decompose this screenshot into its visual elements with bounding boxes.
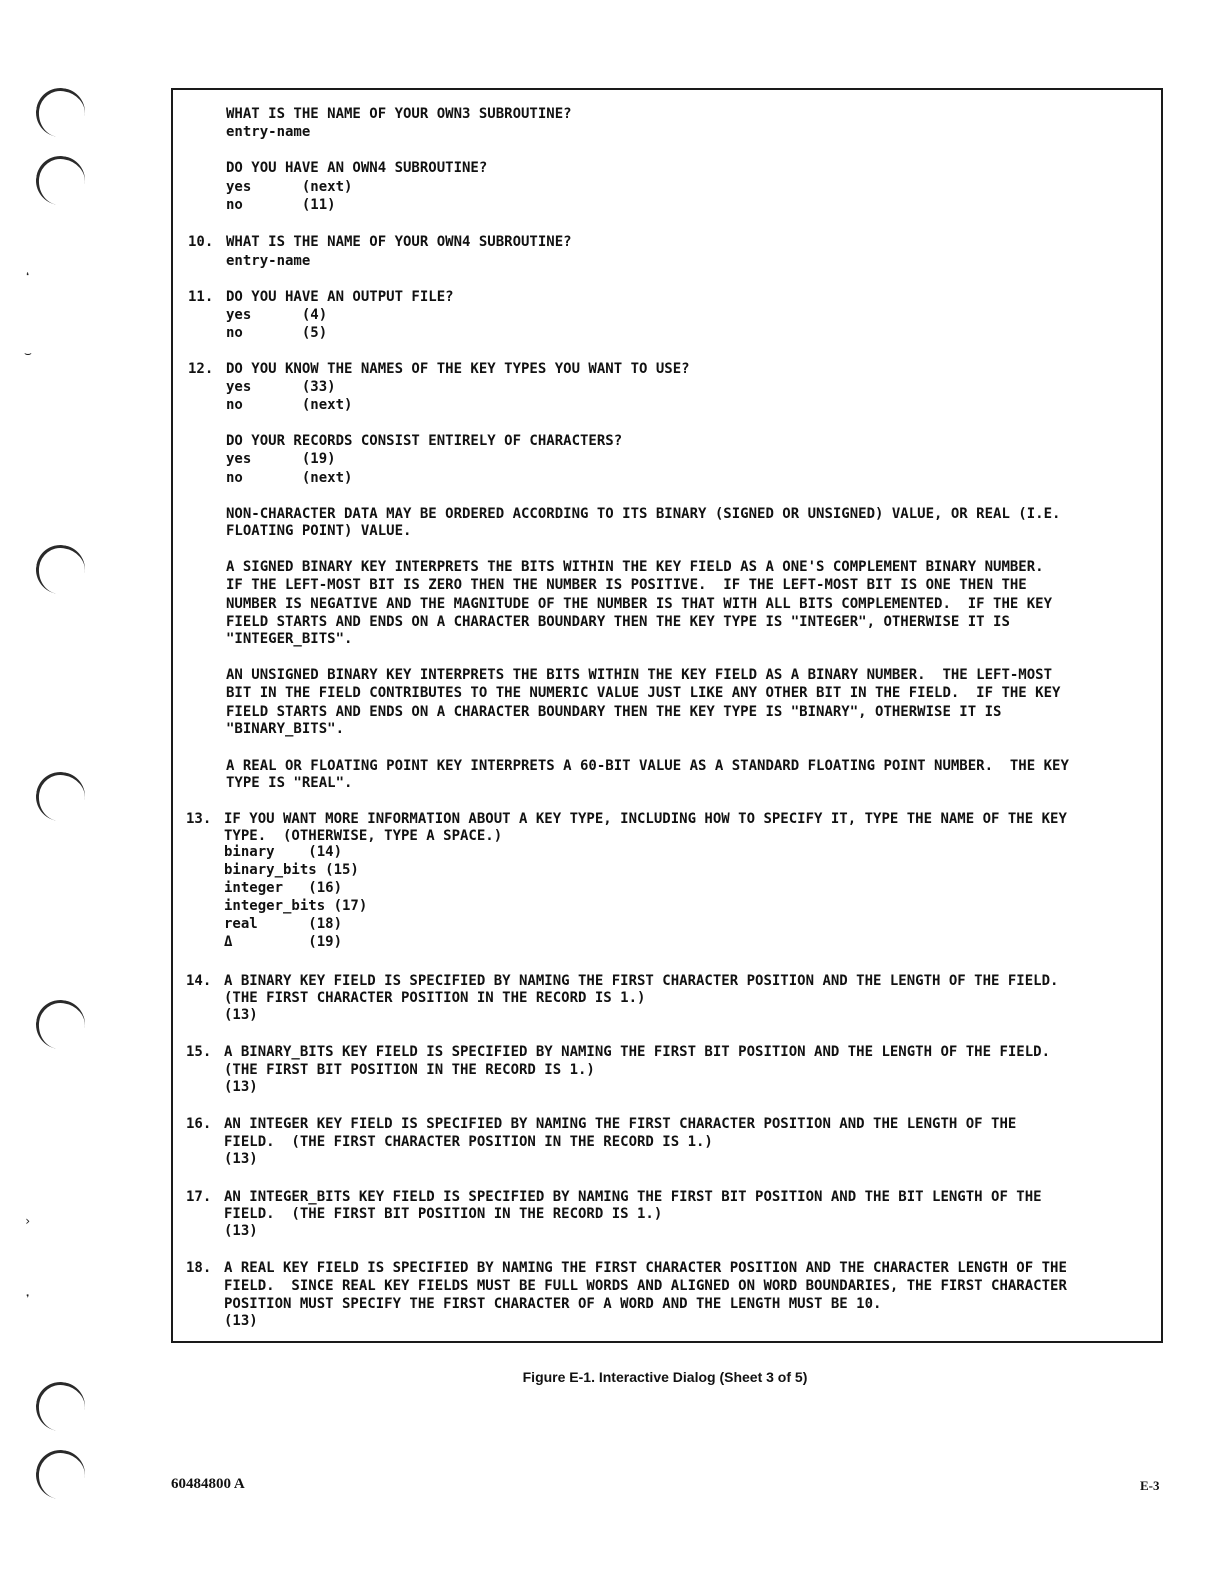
dialog-line: BIT IN THE FIELD CONTRIBUTES TO THE NUMERIC VALUE JUST LIKE ANY OTHER BIT IN THE FIELD. IF THE KEY	[226, 685, 1061, 701]
dialog-line: integer_bits (17)	[224, 898, 368, 914]
item-number: 16.	[186, 1116, 212, 1132]
dialog-line: FIELD. SINCE REAL KEY FIELDS MUST BE FULL WORDS AND ALIGNED ON WORD BOUNDARIES, THE FIRST CHARACTER	[224, 1278, 1067, 1294]
item-number: 13.	[186, 811, 212, 827]
dialog-line: binary (14)	[224, 844, 343, 860]
dialog-line: (13)	[224, 1007, 258, 1023]
dialog-line: real (18)	[224, 916, 343, 932]
item-number: 17.	[186, 1189, 212, 1205]
dialog-line: integer (16)	[224, 880, 343, 896]
dialog-line: "BINARY_BITS".	[226, 721, 345, 737]
dialog-line: NUMBER IS NEGATIVE AND THE MAGNITUDE OF THE NUMBER IS THAT WITH ALL BITS COMPLEMENTED. IF THE KEY	[226, 596, 1053, 612]
dialog-line: AN INTEGER_BITS KEY FIELD IS SPECIFIED BY NAMING THE FIRST BIT POSITION AND THE BIT LENGTH OF THE	[224, 1189, 1042, 1205]
dialog-line: (13)	[224, 1223, 258, 1239]
dialog-line: IF YOU WANT MORE INFORMATION ABOUT A KEY TYPE, INCLUDING HOW TO SPECIFY IT, TYPE THE NAME OF THE KEY	[224, 811, 1067, 827]
dialog-line: yes (33)	[226, 379, 336, 395]
dialog-line: entry-name	[226, 124, 311, 140]
margin-mark: ›	[24, 1214, 32, 1228]
dialog-line: A REAL OR FLOATING POINT KEY INTERPRETS A 60-BIT VALUE AS A STANDARD FLOATING POINT NUMBER. THE KEY	[226, 758, 1069, 774]
binder-ring-mark	[33, 542, 88, 597]
dialog-line: (13)	[224, 1079, 258, 1095]
dialog-line: (13)	[224, 1313, 258, 1329]
margin-mark: ❜	[24, 1292, 32, 1306]
dialog-line: WHAT IS THE NAME OF YOUR OWN3 SUBROUTINE?	[226, 106, 572, 122]
margin-mark: ❛	[24, 270, 32, 284]
dialog-line: (THE FIRST BIT POSITION IN THE RECORD IS 1.)	[224, 1062, 595, 1078]
dialog-line: IF THE LEFT-MOST BIT IS ZERO THEN THE NUMBER IS POSITIVE. IF THE LEFT-MOST BIT IS ONE THEN THE	[226, 577, 1027, 593]
dialog-line: A REAL KEY FIELD IS SPECIFIED BY NAMING THE FIRST CHARACTER POSITION AND THE CHARACTER LENGTH OF THE	[224, 1260, 1067, 1276]
dialog-line: A BINARY_BITS KEY FIELD IS SPECIFIED BY NAMING THE FIRST BIT POSITION AND THE LENGTH OF THE FIELD.	[224, 1044, 1051, 1060]
dialog-line: TYPE. (OTHERWISE, TYPE A SPACE.)	[224, 828, 503, 844]
figure-caption: Figure E-1. Interactive Dialog (Sheet 3 of 5)	[522, 1369, 808, 1385]
dialog-line: (THE FIRST CHARACTER POSITION IN THE RECORD IS 1.)	[224, 990, 646, 1006]
item-number: 15.	[186, 1044, 212, 1060]
dialog-line: Δ (19)	[224, 934, 343, 950]
binder-ring-mark	[33, 85, 88, 140]
dialog-line: FIELD. (THE FIRST CHARACTER POSITION IN THE RECORD IS 1.)	[224, 1134, 713, 1150]
dialog-line: "INTEGER_BITS".	[226, 631, 353, 647]
dialog-line: (13)	[224, 1151, 258, 1167]
dialog-line: TYPE IS "REAL".	[226, 775, 353, 791]
page-number: E-3	[1140, 1478, 1160, 1493]
dialog-line: WHAT IS THE NAME OF YOUR OWN4 SUBROUTINE?	[226, 234, 572, 250]
binder-ring-mark	[33, 153, 88, 208]
dialog-line: no (5)	[226, 325, 328, 341]
item-number: 14.	[186, 973, 212, 989]
dialog-line: entry-name	[226, 253, 311, 269]
dialog-line: DO YOU KNOW THE NAMES OF THE KEY TYPES YOU WANT TO USE?	[226, 361, 690, 377]
dialog-line: POSITION MUST SPECIFY THE FIRST CHARACTER OF A WORD AND THE LENGTH MUST BE 10.	[224, 1296, 882, 1312]
dialog-line: DO YOU HAVE AN OWN4 SUBROUTINE?	[226, 160, 488, 176]
dialog-line: binary_bits (15)	[224, 862, 359, 878]
dialog-line: no (11)	[226, 197, 336, 213]
dialog-line: FIELD. (THE FIRST BIT POSITION IN THE RECORD IS 1.)	[224, 1206, 663, 1222]
item-number: 10.	[188, 234, 214, 250]
dialog-line: A BINARY KEY FIELD IS SPECIFIED BY NAMING THE FIRST CHARACTER POSITION AND THE LENGTH OF THE FIELD.	[224, 973, 1059, 989]
document-number: 60484800 A	[171, 1476, 245, 1492]
dialog-line: DO YOUR RECORDS CONSIST ENTIRELY OF CHARACTERS?	[226, 433, 623, 449]
binder-ring-mark	[33, 1379, 88, 1434]
margin-mark: ⌣	[24, 346, 32, 360]
dialog-line: FIELD STARTS AND ENDS ON A CHARACTER BOUNDARY THEN THE KEY TYPE IS "BINARY", OTHERWISE IT IS	[226, 704, 1002, 720]
binder-ring-mark	[33, 997, 88, 1052]
dialog-line: NON-CHARACTER DATA MAY BE ORDERED ACCORDING TO ITS BINARY (SIGNED OR UNSIGNED) VALUE, OR REAL (I.E.	[226, 506, 1061, 522]
dialog-line: yes (19)	[226, 451, 336, 467]
binder-ring-mark	[33, 1447, 88, 1502]
dialog-line: DO YOU HAVE AN OUTPUT FILE?	[226, 289, 454, 305]
dialog-line: yes (next)	[226, 179, 353, 195]
binder-ring-mark	[33, 769, 88, 824]
dialog-line: FIELD STARTS AND ENDS ON A CHARACTER BOUNDARY THEN THE KEY TYPE IS "INTEGER", OTHERWISE IT IS	[226, 614, 1010, 630]
item-number: 11.	[188, 289, 214, 305]
dialog-line: AN INTEGER KEY FIELD IS SPECIFIED BY NAMING THE FIRST CHARACTER POSITION AND THE LENGTH OF THE	[224, 1116, 1017, 1132]
dialog-line: no (next)	[226, 470, 353, 486]
dialog-line: AN UNSIGNED BINARY KEY INTERPRETS THE BITS WITHIN THE KEY FIELD AS A BINARY NUMBER. THE LEFT-MOST	[226, 667, 1053, 683]
dialog-line: no (next)	[226, 397, 353, 413]
item-number: 12.	[188, 361, 214, 377]
item-number: 18.	[186, 1260, 212, 1276]
dialog-line: FLOATING POINT) VALUE.	[226, 523, 412, 539]
dialog-line: yes (4)	[226, 307, 328, 323]
dialog-line: A SIGNED BINARY KEY INTERPRETS THE BITS WITHIN THE KEY FIELD AS A ONE'S COMPLEMENT BINARY NUMBER.	[226, 559, 1044, 575]
